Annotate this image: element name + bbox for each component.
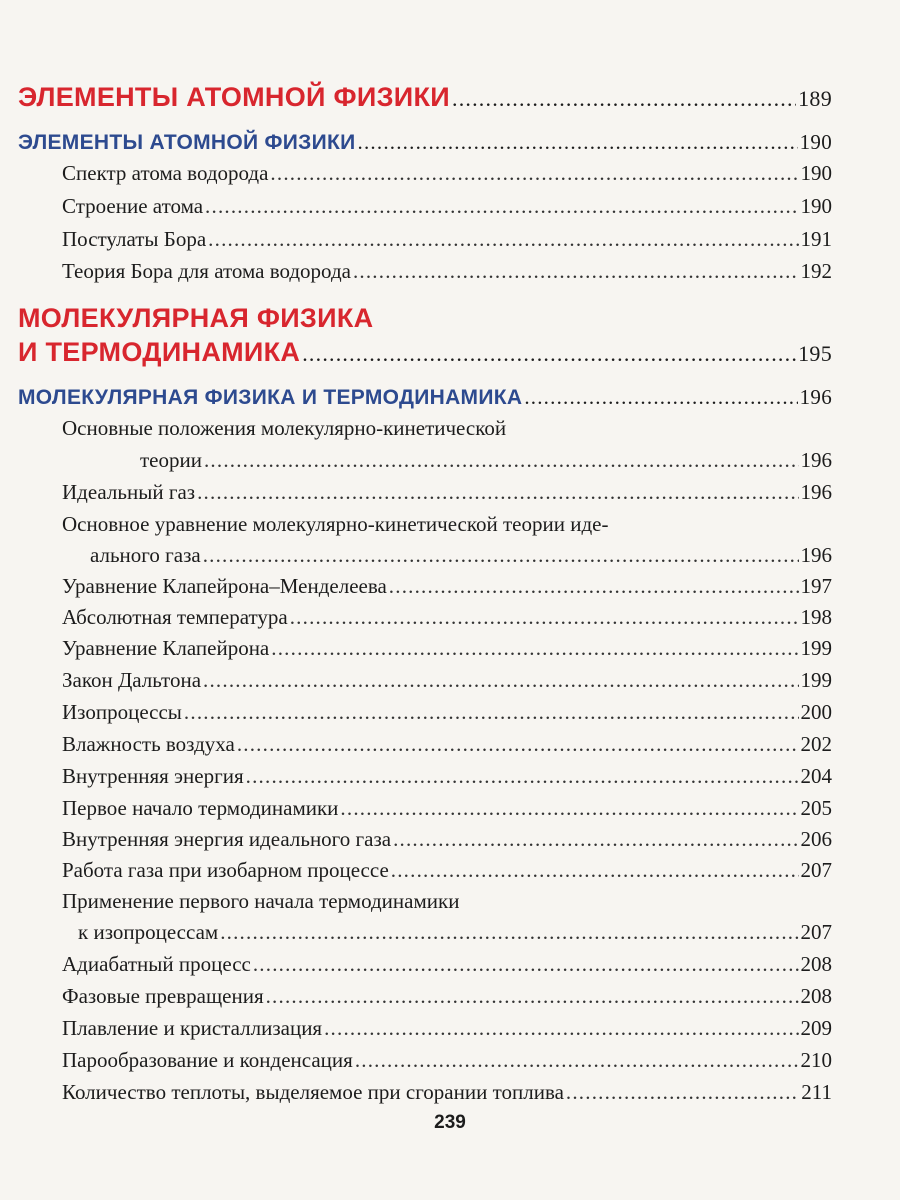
leader-dots bbox=[184, 700, 799, 725]
toc-section-molecular-physics[interactable] bbox=[18, 337, 832, 368]
toc-item[interactable] bbox=[62, 700, 832, 725]
item-page: 210 bbox=[800, 1048, 832, 1072]
leader-dots bbox=[270, 161, 798, 186]
item-title: Внутренняя энергия bbox=[62, 764, 244, 788]
item-title: Постулаты Бора bbox=[62, 227, 207, 251]
item-title: Уравнение Клапейрона bbox=[62, 636, 270, 660]
toc-item[interactable] bbox=[62, 480, 832, 505]
item-title: Теория Бора для атома водорода bbox=[62, 259, 351, 283]
item-title: Количество теплоты, выделяемое при сгорании топлива bbox=[62, 1080, 564, 1104]
leader-dots bbox=[205, 194, 798, 219]
page-number: 239 bbox=[434, 1112, 466, 1133]
toc-item[interactable] bbox=[62, 858, 832, 883]
toc-item[interactable] bbox=[62, 194, 832, 219]
item-title-line1: Основное уравнение молекулярно-кинетической теории иде- bbox=[62, 512, 609, 536]
item-page: 190 bbox=[800, 161, 832, 185]
toc-item[interactable] bbox=[62, 636, 832, 661]
item-page: 191 bbox=[800, 227, 832, 251]
item-title: Спектр атома водорода bbox=[62, 161, 269, 185]
toc-item[interactable] bbox=[62, 732, 832, 757]
item-page: 198 bbox=[800, 605, 832, 629]
section-title: ЭЛЕМЕНТЫ АТОМНОЙ ФИЗИКИ bbox=[18, 82, 450, 112]
toc-item[interactable] bbox=[62, 259, 832, 284]
toc-item[interactable] bbox=[90, 543, 832, 568]
item-title: Влажность воздуха bbox=[62, 732, 235, 756]
item-title: Плавление и кристаллизация bbox=[62, 1016, 323, 1040]
toc-item[interactable] bbox=[62, 1016, 832, 1041]
item-page: 208 bbox=[800, 952, 832, 976]
leader-dots bbox=[253, 952, 799, 977]
subsection-title: ЭЛЕМЕНТЫ АТОМНОЙ ФИЗИКИ bbox=[18, 131, 356, 154]
item-title: Абсолютная температура bbox=[62, 605, 288, 629]
toc-item[interactable] bbox=[140, 448, 832, 473]
leader-dots bbox=[391, 858, 799, 883]
leader-dots bbox=[340, 796, 798, 821]
leader-dots bbox=[237, 732, 799, 757]
item-page: 206 bbox=[800, 827, 832, 851]
item-page: 199 bbox=[800, 668, 832, 692]
item-page: 204 bbox=[800, 764, 832, 788]
item-title: Изопроцессы bbox=[62, 700, 182, 724]
toc-item[interactable] bbox=[62, 952, 832, 977]
item-page: 211 bbox=[801, 1080, 832, 1104]
toc-item[interactable] bbox=[62, 1080, 832, 1105]
leader-dots bbox=[353, 259, 799, 284]
toc-item[interactable] bbox=[62, 827, 832, 852]
toc-item[interactable] bbox=[62, 796, 832, 821]
leader-dots bbox=[524, 385, 797, 410]
leader-dots bbox=[271, 636, 798, 661]
section-title-line1: МОЛЕКУЛЯРНАЯ ФИЗИКА bbox=[18, 303, 374, 333]
leader-dots bbox=[197, 480, 798, 505]
leader-dots bbox=[266, 984, 799, 1009]
toc-item[interactable] bbox=[62, 605, 832, 630]
item-title: Работа газа при изобарном процессе bbox=[62, 858, 389, 882]
item-page: 200 bbox=[800, 700, 832, 724]
toc-item[interactable] bbox=[62, 227, 832, 252]
item-title: Идеальный газ bbox=[62, 480, 196, 504]
item-title: Парообразование и конденсация bbox=[62, 1048, 353, 1072]
leader-dots bbox=[290, 605, 799, 630]
leader-dots bbox=[389, 574, 799, 599]
subsection-page: 196 bbox=[799, 385, 832, 409]
leader-dots bbox=[302, 341, 796, 367]
item-title: Внутренняя энергия идеального газа bbox=[62, 827, 392, 851]
item-page: 202 bbox=[800, 732, 832, 756]
item-title-line1: Применение первого начала термодинамики bbox=[62, 889, 460, 913]
item-title-line1: Основные положения молекулярно-кинетической bbox=[62, 416, 507, 440]
leader-dots bbox=[204, 448, 799, 473]
toc-item[interactable] bbox=[78, 920, 832, 945]
toc-item[interactable] bbox=[62, 984, 832, 1009]
toc-item[interactable] bbox=[62, 161, 832, 186]
subsection-title: МОЛЕКУЛЯРНАЯ ФИЗИКА И ТЕРМОДИНАМИКА bbox=[18, 386, 523, 409]
leader-dots bbox=[566, 1080, 799, 1105]
toc-subsection-molecular-physics[interactable] bbox=[18, 385, 832, 410]
leader-dots bbox=[355, 1048, 799, 1073]
leader-dots bbox=[203, 668, 798, 693]
item-title-line2: ального газа bbox=[90, 543, 201, 567]
leader-dots bbox=[324, 1016, 798, 1041]
toc-item[interactable] bbox=[62, 574, 832, 599]
toc-item[interactable] bbox=[62, 668, 832, 693]
toc-item[interactable] bbox=[62, 1048, 832, 1073]
item-page: 209 bbox=[800, 1016, 832, 1040]
item-page: 199 bbox=[800, 636, 832, 660]
leader-dots bbox=[246, 764, 799, 789]
section-page: 189 bbox=[798, 86, 832, 111]
item-title-line2: теории bbox=[140, 448, 202, 472]
toc-section-atomic-physics[interactable] bbox=[18, 82, 832, 113]
item-page: 207 bbox=[800, 920, 832, 944]
item-page: 208 bbox=[800, 984, 832, 1008]
leader-dots bbox=[452, 86, 796, 112]
leader-dots bbox=[393, 827, 798, 852]
item-title: Фазовые превращения bbox=[62, 984, 264, 1008]
item-page: 196 bbox=[800, 448, 832, 472]
toc-item[interactable] bbox=[62, 764, 832, 789]
section-page: 195 bbox=[798, 341, 832, 366]
item-page: 205 bbox=[800, 796, 832, 820]
item-title-line2: к изопроцессам bbox=[78, 920, 219, 944]
item-page: 196 bbox=[800, 480, 832, 504]
subsection-page: 190 bbox=[799, 130, 832, 154]
leader-dots bbox=[358, 130, 798, 155]
item-page: 196 bbox=[800, 543, 832, 567]
toc-subsection-atomic-physics[interactable] bbox=[18, 130, 832, 155]
item-page: 190 bbox=[800, 194, 832, 218]
section-title-line2: И ТЕРМОДИНАМИКА bbox=[18, 337, 301, 367]
item-title: Первое начало термодинамики bbox=[62, 796, 339, 820]
item-page: 192 bbox=[800, 259, 832, 283]
item-title: Закон Дальтона bbox=[62, 668, 202, 692]
leader-dots bbox=[203, 543, 799, 568]
leader-dots bbox=[220, 920, 798, 945]
item-page: 207 bbox=[800, 858, 832, 882]
leader-dots bbox=[208, 227, 798, 252]
item-page: 197 bbox=[800, 574, 832, 598]
item-title: Строение атома bbox=[62, 194, 204, 218]
item-title: Адиабатный процесс bbox=[62, 952, 251, 976]
item-title: Уравнение Клапейрона–Менделеева bbox=[62, 574, 387, 598]
